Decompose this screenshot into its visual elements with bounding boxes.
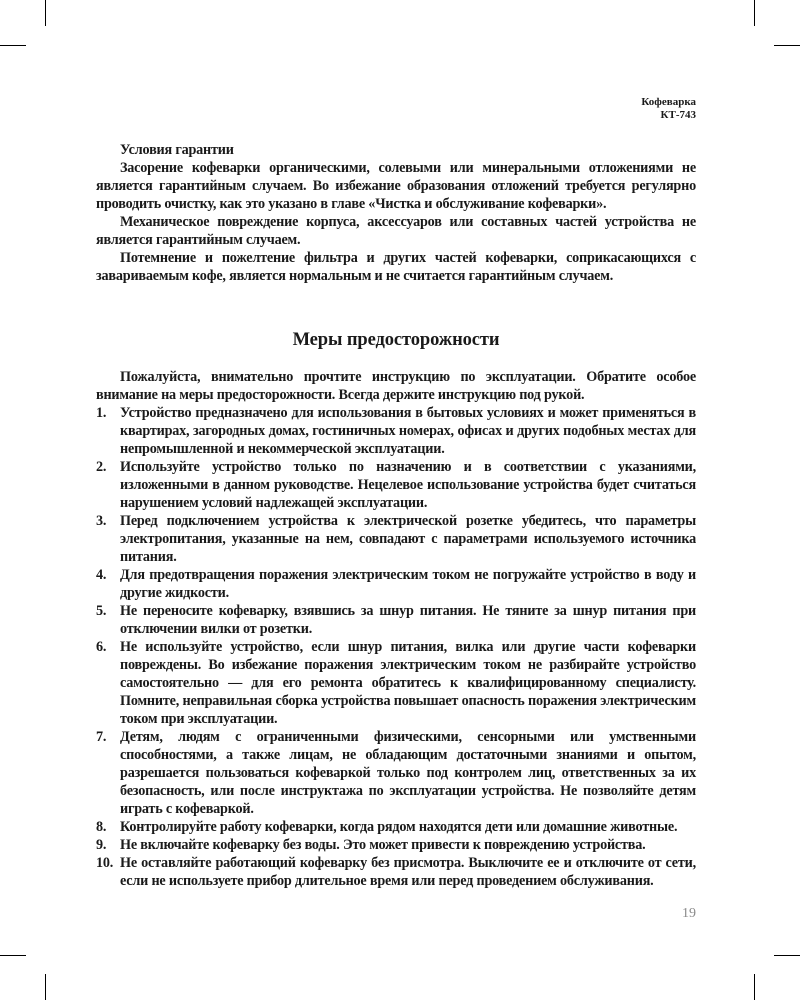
list-item-text: Устройство предназначено для использования в бытовых условиях и может применяться в квартирах, загородных домах, гостиничных номерах, офисах и других подобных местах для непромышленной и некоммерческой эксплуатации. [120, 405, 696, 457]
list-item-number: 9. [96, 837, 107, 853]
list-item [96, 836, 696, 854]
list-item-text: Используйте устройство только по назначению и в соответствии с указаниями, изложенными в данном руководстве. Нецелевое использование устройства будет считаться нарушением условий надлежащей эксплуатации. [120, 459, 696, 511]
crop-mark-bottom-left-h [0, 955, 26, 956]
list-item [96, 728, 696, 818]
page-content [96, 141, 696, 890]
page-number: 19 [682, 906, 696, 921]
crop-mark-bottom-right-h [774, 955, 800, 956]
list-item-number: 1. [96, 405, 107, 421]
precautions-title: Меры предосторожности [292, 330, 500, 350]
list-item-text: Не включайте кофеварку без воды. Это может привести к повреждению устройства. [120, 837, 646, 853]
crop-mark-bottom-left-v [45, 974, 46, 1000]
list-item-text: Не используйте устройство, если шнур питания, вилка или другие части кофеварки повреждены. Во избежание поражения электрическим током не разбирайте устройство самостоятельно — для его ремонта обратитесь к квалифицированному специалисту. Помните, неправильная сборка устройства повышает опасность поражения электрическим током при эксплуатации. [120, 639, 696, 727]
warranty-title: Условия гарантии [120, 142, 234, 158]
list-item [96, 566, 696, 602]
header-model: КТ-743 [660, 109, 696, 121]
header-product-name: Кофеварка [641, 96, 696, 108]
list-item-number: 6. [96, 639, 107, 655]
list-item [96, 854, 696, 890]
list-item-number: 7. [96, 729, 107, 745]
list-item-number: 5. [96, 603, 107, 619]
list-item-text: Контролируйте работу кофеварки, когда рядом находятся дети или домашние животные. [120, 819, 678, 835]
list-item [96, 818, 696, 836]
list-item-text: Для предотвращения поражения электрическим током не погружайте устройство в воду и другие жидкости. [120, 567, 696, 601]
list-item-number: 8. [96, 819, 107, 835]
warranty-paragraph: Засорение кофеварки органическими, солевыми или минеральными отложениями не является гарантийным случаем. Во избежание образования отложений требуется регулярно проводить очистку, как это указано в главе «Чистка и обслуживание кофеварки». [96, 160, 696, 212]
crop-mark-bottom-right-v [754, 974, 755, 1000]
list-item [96, 602, 696, 638]
warranty-paragraph: Потемнение и пожелтение фильтра и других частей кофеварки, соприкасающихся с завариваемым кофе, является нормальным и не считается гарантийным случаем. [96, 250, 696, 284]
list-item-text: Детям, людям с ограниченными физическими, сенсорными или умственными способностями, а также лицам, не обладающим достаточными знаниями и опытом, разрешается пользоваться кофеваркой только под контролем лиц, ответственных за их безопасность, или после инструктажа по эксплуатации устройства. Не позволяйте детям играть с кофеваркой. [120, 729, 696, 817]
warranty-paragraph: Механическое повреждение корпуса, аксессуаров или составных частей устройства не является гарантийным случаем. [96, 214, 696, 248]
crop-mark-top-left-v [45, 0, 46, 26]
list-item [96, 404, 696, 458]
list-item-number: 4. [96, 567, 107, 583]
list-item-number: 2. [96, 459, 107, 475]
list-item [96, 638, 696, 728]
precautions-intro: Пожалуйста, внимательно прочтите инструкцию по эксплуатации. Обратите особое внимание на меры предосторожности. Всегда держите инструкцию под рукой. [96, 369, 696, 403]
precautions-list [96, 404, 696, 890]
crop-mark-top-right-v [754, 0, 755, 26]
list-item-text: Перед подключением устройства к электрической розетке убедитесь, что параметры электропитания, указанные на нем, совпадают с параметрами используемого источника питания. [120, 513, 696, 565]
list-item-text: Не оставляйте работающий кофеварку без присмотра. Выключите ее и отключите от сети, если не используете прибор длительное время или перед проведением обслуживания. [120, 855, 696, 889]
list-item [96, 512, 696, 566]
list-item-number: 10. [96, 855, 114, 871]
running-header [641, 96, 696, 122]
list-item-number: 3. [96, 513, 107, 529]
list-item [96, 458, 696, 512]
crop-mark-top-right-h [774, 45, 800, 46]
list-item-text: Не переносите кофеварку, взявшись за шнур питания. Не тяните за шнур питания при отключении вилки от розетки. [120, 603, 696, 637]
crop-mark-top-left-h [0, 45, 26, 46]
